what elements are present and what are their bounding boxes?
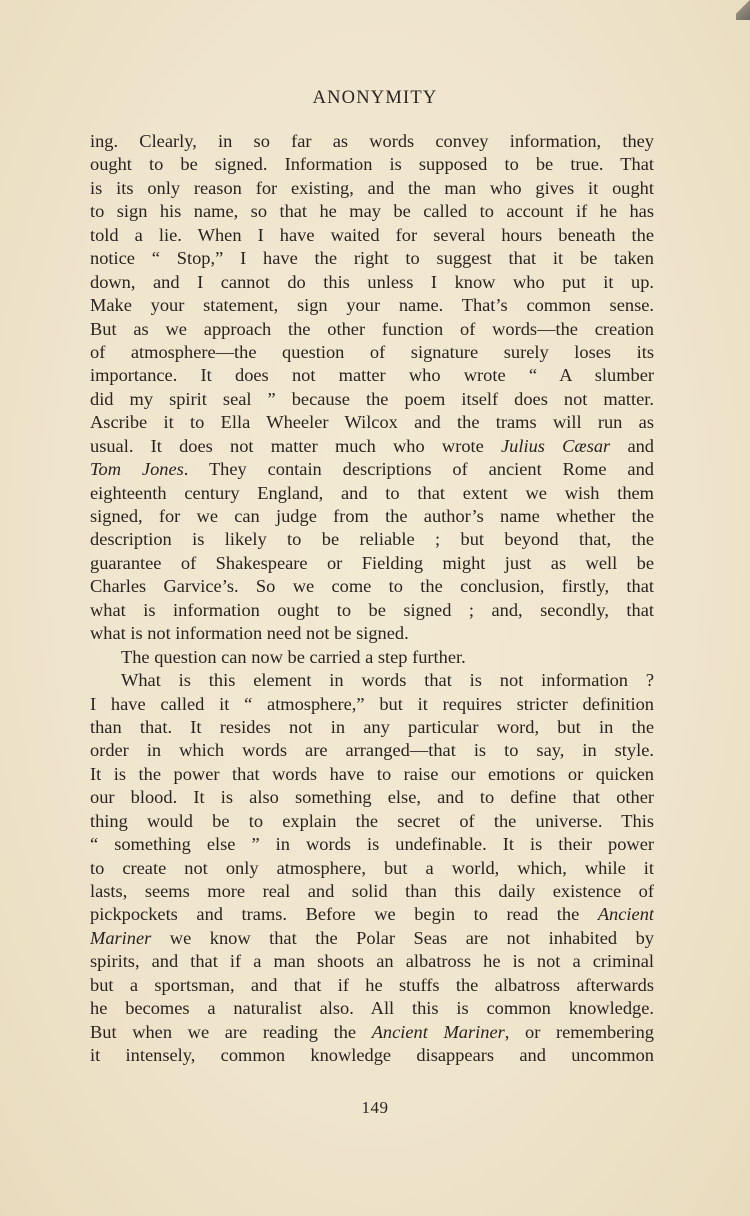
text-run: notice “ Stop,” I have the right to suggest that it be taken	[90, 248, 654, 269]
page-number: 149	[361, 1098, 389, 1117]
italic-title: Ancient Mariner	[371, 1021, 505, 1042]
text-run: , or remembering	[504, 1021, 654, 1042]
text-line	[90, 693, 654, 716]
text-run: Make your statement, sign your name. That’s common sense.	[90, 295, 654, 316]
text-run: But as we approach the other function of words—the creation	[90, 318, 654, 339]
text-line	[90, 903, 654, 926]
text-line	[90, 786, 654, 809]
text-line	[90, 482, 654, 505]
text-run: to create not only atmosphere, but a world, which, while it	[90, 857, 654, 878]
text-run: but a sportsman, and that if he stuffs the albatross afterwards	[90, 974, 654, 995]
text-line	[90, 669, 654, 692]
text-line	[90, 247, 654, 270]
text-run: signed, for we can judge from the author’s name whether the	[90, 506, 654, 526]
text-run: It is the power that words have to raise our emotions or quicken	[90, 763, 654, 784]
text-run: down, and I cannot do this unless I know who put it up.	[90, 271, 654, 292]
text-line	[90, 224, 654, 247]
text-run: Charles Garvice’s. So we come to the conclusion, firstly, that	[90, 576, 654, 597]
text-line	[90, 739, 654, 762]
text-line	[90, 950, 654, 973]
text-line	[90, 341, 654, 364]
text-line	[90, 575, 654, 598]
text-line	[90, 177, 654, 200]
text-run: guarantee of Shakespeare or Fielding might just as well be	[90, 552, 654, 573]
text-run: what is information ought to be signed ; and, secondly, that	[90, 599, 654, 620]
text-line	[90, 716, 654, 739]
text-line	[90, 810, 654, 833]
text-line	[90, 997, 654, 1020]
italic-title: Julius Cæsar	[501, 435, 611, 456]
text-run: of atmosphere—the question of signature surely loses its	[90, 341, 654, 362]
text-line	[90, 599, 654, 622]
text-line	[90, 458, 654, 481]
text-line	[90, 528, 654, 551]
italic-title: Tom Jones	[90, 459, 184, 480]
text-line	[90, 271, 654, 294]
text-line	[90, 130, 654, 153]
text-run: to sign his name, so that he may be called to account if he has	[90, 201, 654, 222]
page-corner-shadow	[736, 0, 750, 20]
text-run: spirits, and that if a man shoots an albatross he is not a criminal	[90, 951, 654, 972]
text-run: pickpockets and trams. Before we begin to read the	[90, 904, 598, 925]
text-run: thing would be to explain the secret of the universe. This	[90, 810, 654, 831]
text-run: we know that the Polar Seas are not inhabited by	[151, 927, 654, 948]
text-run: told a lie. When I have waited for several hours beneath the	[90, 224, 654, 245]
text-line	[90, 435, 654, 458]
text-line	[90, 974, 654, 997]
text-line	[90, 294, 654, 317]
text-run: usual. It does not matter much who wrote	[90, 435, 502, 456]
text-line	[90, 880, 654, 903]
text-line	[90, 505, 654, 528]
text-run: is its only reason for existing, and the man who gives it ought	[90, 177, 654, 198]
italic-title: Ancient	[597, 904, 654, 925]
text-run: and	[610, 435, 654, 456]
text-line	[90, 646, 654, 669]
text-line	[90, 1021, 654, 1044]
text-run: did my spirit seal ” because the poem itself does not matter.	[90, 388, 654, 409]
text-run: it intensely, common knowledge disappears and uncommon	[90, 1045, 654, 1066]
text-run: than that. It resides not in any particular word, but in the	[90, 716, 654, 737]
text-run: eighteenth century England, and to that extent we wish them	[90, 482, 654, 503]
text-line	[90, 364, 654, 387]
text-run: our blood. It is also something else, and to define that other	[90, 787, 654, 808]
text-line	[90, 763, 654, 786]
text-run: description is likely to be reliable ; but beyond that, the	[90, 529, 654, 550]
text-line	[90, 833, 654, 856]
running-head: ANONYMITY	[312, 88, 438, 108]
text-run: I have called it “ atmosphere,” but it requires stricter definition	[90, 693, 654, 714]
text-line	[90, 857, 654, 880]
text-line	[90, 1044, 654, 1067]
text-run: Ascribe it to Ella Wheeler Wilcox and the trams will run as	[90, 412, 654, 433]
body-text	[90, 130, 654, 1068]
text-run: he becomes a naturalist also. All this is common knowledge.	[90, 998, 654, 1019]
text-line	[90, 552, 654, 575]
text-run: What is this element in words that is not information ?	[121, 670, 654, 691]
text-run: ing. Clearly, in so far as words convey information, they	[90, 131, 654, 151]
italic-title: Mariner	[90, 927, 152, 948]
text-run: importance. It does not matter who wrote “ A slumber	[90, 365, 654, 386]
text-run: “ something else ” in words is undefinable. It is their power	[90, 834, 654, 855]
text-line	[90, 388, 654, 411]
text-line	[90, 411, 654, 434]
text-line	[90, 318, 654, 341]
text-run: The question can now be carried a step further.	[121, 646, 466, 667]
text-line	[90, 200, 654, 223]
text-run: lasts, seems more real and solid than this daily existence of	[90, 881, 654, 901]
text-run: But when we are reading the	[90, 1021, 372, 1042]
text-line	[90, 927, 654, 950]
text-run: order in which words are arranged—that is to say, in style.	[90, 740, 654, 761]
text-line	[90, 622, 654, 645]
text-line	[90, 153, 654, 176]
text-run: . They contain descriptions of ancient Rome and	[183, 459, 654, 480]
text-run: ought to be signed. Information is supposed to be true. That	[90, 154, 654, 175]
text-run: what is not information need not be signed.	[90, 623, 409, 644]
